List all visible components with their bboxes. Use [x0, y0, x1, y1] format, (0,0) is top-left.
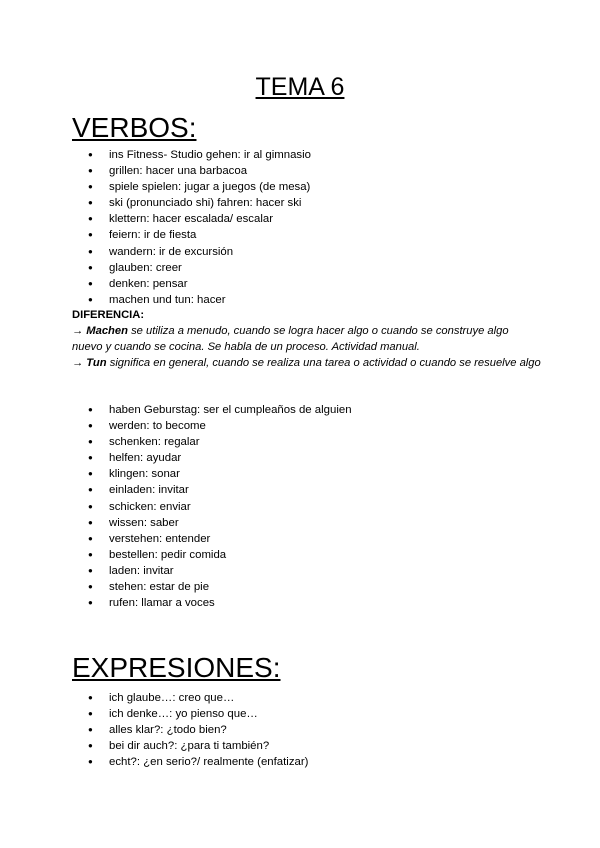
list-item: ● bei dir auch?: ¿para ti también? — [72, 738, 308, 754]
arrow-icon: → — [72, 325, 84, 337]
verbos-list — [72, 147, 311, 308]
list-item: ● schenken: regalar — [72, 434, 352, 450]
machen-text: se utiliza a menudo, cuando se logra hacer algo o cuando se construye algo nuevo y cuando se cocina. Se habla de un proceso. Actividad manual. — [72, 325, 509, 353]
diferencia-label: DIFERENCIA: — [72, 309, 145, 321]
list-item: ● laden: invitar — [72, 563, 352, 579]
expresiones-list — [72, 690, 308, 770]
verbos-heading: VERBOS: — [72, 112, 197, 143]
list-item: ● haben Geburstag: ser el cumpleaños de alguien — [72, 402, 352, 418]
expresiones-heading: EXPRESIONES: — [72, 652, 281, 683]
list-item: ● einladen: invitar — [72, 482, 352, 498]
page-title: TEMA 6 — [255, 73, 345, 101]
list-item: ● klingen: sonar — [72, 466, 352, 482]
list-item: ● grillen: hacer una barbacoa — [72, 163, 311, 179]
list-item: ● wandern: ir de excursión — [72, 244, 311, 260]
list-item: ● verstehen: entender — [72, 531, 352, 547]
machen-explanation — [72, 323, 542, 355]
list-item: ● werden: to become — [72, 418, 352, 434]
list-item: ● schicken: enviar — [72, 499, 352, 515]
list-item: ● ski (pronunciado shi) fahren: hacer ski — [72, 195, 311, 211]
list-item: ● rufen: llamar a voces — [72, 595, 352, 611]
diferencia-block — [72, 307, 542, 371]
tun-text: significa en general, cuando se realiza una tarea o actividad o cuando se resuelve algo — [109, 357, 541, 369]
list-item: ● echt?: ¿en serio?/ realmente (enfatizar) — [72, 754, 308, 770]
list-item: ● klettern: hacer escalada/ escalar — [72, 211, 311, 227]
list-item: ● bestellen: pedir comida — [72, 547, 352, 563]
list-item: ● denken: pensar — [72, 276, 311, 292]
arrow-icon: → — [72, 357, 84, 369]
list-item: ● glauben: creer — [72, 260, 311, 276]
tun-explanation — [72, 355, 542, 371]
tun-word: Tun — [86, 357, 107, 369]
machen-word: Machen — [86, 325, 128, 337]
list-item: ● machen und tun: hacer — [72, 292, 311, 308]
list-item: ● stehen: estar de pie — [72, 579, 352, 595]
list-item: ● alles klar?: ¿todo bien? — [72, 722, 308, 738]
list-item: ● ich glaube…: creo que… — [72, 690, 308, 706]
list-item: ● helfen: ayudar — [72, 450, 352, 466]
list-item: ● ich denke…: yo pienso que… — [72, 706, 308, 722]
list-item: ● wissen: saber — [72, 515, 352, 531]
list-item: ● ins Fitness- Studio gehen: ir al gimnasio — [72, 147, 311, 163]
verbos2-list — [72, 402, 352, 611]
list-item: ● spiele spielen: jugar a juegos (de mesa) — [72, 179, 311, 195]
list-item: ● feiern: ir de fiesta — [72, 227, 311, 243]
